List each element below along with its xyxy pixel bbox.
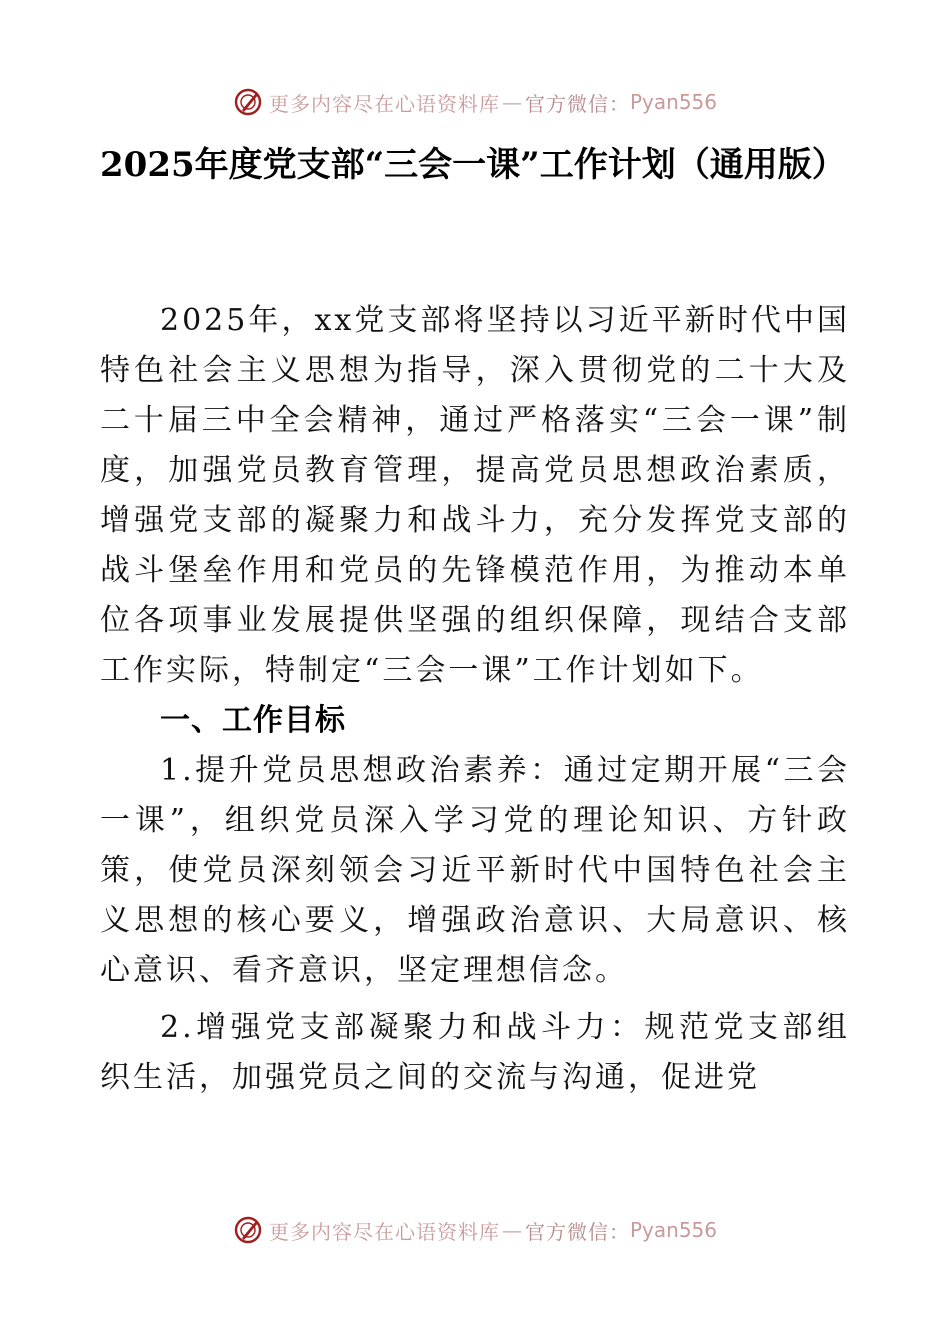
- intro-paragraph: 2025年，xx党支部将坚持以习近平新时代中国特色社会主义思想为指导，深入贯彻党的二十大及二十届三中全会精神，通过严格落实“三会一课”制度，加强党员教育管理，提高党员思想政治素质，增强党支部的凝聚力和战斗力，充分发挥党支部的战斗堡垒作用和党员的先锋模范作用，为推动本单位各项事业发展提供坚强的组织保障，现结合支部工作实际，特制定“三会一课”工作计划如下。: [100, 303, 850, 688]
- watermark-contact-label: 官方微信：: [524, 91, 630, 116]
- watermark-contact-id: Pyan556: [629, 1218, 717, 1242]
- watermark-header: [0, 82, 950, 122]
- document-body: [100, 296, 850, 1103]
- pen-circle-logo-icon: [233, 1215, 263, 1245]
- watermark-separator: —: [501, 90, 523, 114]
- watermark-text: 更多内容尽在心语资料库: [268, 1219, 500, 1244]
- watermark-separator: —: [501, 1218, 523, 1242]
- watermark-contact-id: Pyan556: [629, 90, 717, 114]
- section-heading-goals: 一、工作目标: [160, 703, 346, 738]
- document-title: 2025年度党支部“三会一课”工作计划（通用版）: [100, 145, 846, 185]
- watermark-contact-label: 官方微信：: [524, 1219, 630, 1244]
- pen-circle-logo-icon: [233, 87, 263, 117]
- watermark-text: 更多内容尽在心语资料库: [268, 91, 500, 116]
- goal-item-2: 2.增强党支部凝聚力和战斗力：规范党支部组织生活，加强党员之间的交流与沟通，促进党: [100, 1010, 850, 1095]
- goal-item-1: 1.提升党员思想政治素养：通过定期开展“三会一课”，组织党员深入学习党的理论知识、方针政策，使党员深刻领会习近平新时代中国特色社会主义思想的核心要义，增强政治意识、大局意识、核心意识、看齐意识，坚定理想信念。: [100, 753, 850, 988]
- watermark-footer: [0, 1210, 950, 1250]
